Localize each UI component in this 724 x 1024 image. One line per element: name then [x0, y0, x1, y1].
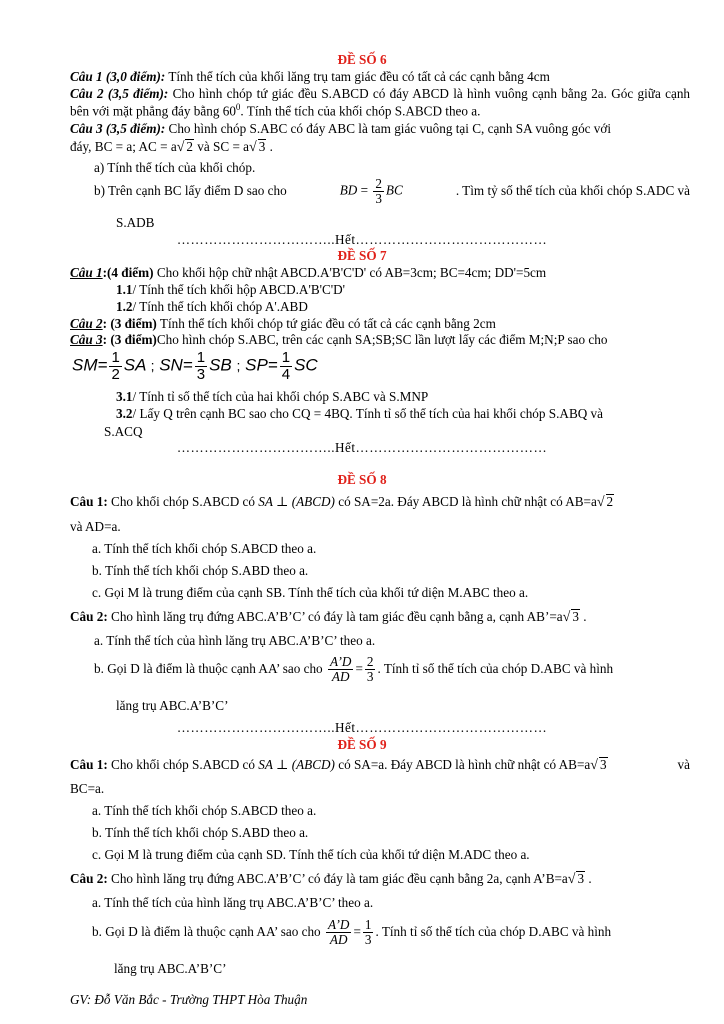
de9-cau1-a: a. Tính thể tích khối chóp S.ABCD theo a.: [92, 803, 317, 818]
de7-cau2-points: : (3 điểm): [102, 316, 157, 331]
de9-cau1-c: c. Gọi M là trung điểm của cạnh SD. Tính thể tích của khối tứ diện M.ADC theo a.: [92, 847, 530, 862]
de9-cau1-root: 3: [599, 757, 607, 772]
de6-cau3-label: Câu 3 (3,5 điểm):: [70, 121, 166, 136]
de9-cau2-b: [92, 918, 611, 947]
de8-cau1-b: b. Tính thể tích khối chóp S.ABD theo a.: [92, 563, 309, 578]
de9-cau2-b-num: A’D: [327, 917, 350, 932]
de9-cau1-label: Câu 1:: [70, 757, 108, 772]
de8-cau2-root: 3: [572, 609, 579, 624]
de8-cau1-cont: và AD=a.: [70, 519, 121, 534]
de6-cau1-text: Tính thể tích của khối lăng trụ tam giác đều có tất cả các cạnh bằng 4cm: [168, 69, 550, 84]
de8-title: ĐỀ SỐ 8: [337, 472, 387, 487]
de7-cau1-label: Câu 1: [70, 265, 103, 280]
de6-cau3-text: Cho hình chóp S.ABC có đáy ABC là tam giác vuông tại C, cạnh SA vuông góc với: [168, 121, 612, 136]
de9-cau1-math: SA ⊥ (ABCD): [258, 757, 335, 772]
de7-f3-lhs: SP=: [245, 355, 278, 375]
de7-cau3-2: [116, 406, 690, 422]
de7-f2-lhs: SN=: [159, 355, 193, 375]
de7-cau1-points: :(4 điểm): [102, 265, 154, 280]
de6-cau2-label: Câu 2 (3,5 điểm):: [70, 86, 169, 101]
de7-cau3-text: Cho hình chóp S.ABC, trên các cạnh SA;SB;SC lần lượt lấy các điểm M;N;P sao cho: [156, 332, 608, 347]
de8-cau2-b-pre: b. Gọi D là điểm là thuộc cạnh AA’ sao cho: [94, 661, 323, 677]
de7-cau1-2-label: 1.2: [116, 299, 133, 314]
footer-author: GV: Đỗ Văn Bắc - Trường THPT Hòa Thuận: [70, 992, 308, 1007]
de7-cau1: [70, 265, 546, 281]
de7-cau3-2-text: / Lấy Q trên cạnh BC sao cho CQ = 4BQ. Tính tỉ số thể tích của hai khối chóp S.ABQ và: [132, 406, 604, 421]
de7-f2-rhs: SB: [209, 355, 232, 375]
de8-cau2-b-cont: lăng trụ ABC.A’B’C’: [116, 698, 229, 713]
de9-cau1: Câu 1: Cho khối chóp S.ABCD có SA ⊥ (ABCD) có SA=a. Đáy ABCD là hình chữ nhật có AB=a√ 3 và: [70, 757, 690, 773]
de6-cau3-line2-c: .: [266, 139, 273, 154]
de9-cau2-b-vnum: 1: [364, 917, 372, 932]
de8-cau2-b-post: . Tính tỉ số thể tích của chóp D.ABC và hình: [377, 661, 614, 677]
de9-cau2-a: a. Tính thể tích của hình lăng trụ ABC.A’B’C’ theo a.: [92, 895, 374, 910]
de7-cau2-text: Tính thể tích khối chóp tứ giác đều có tất cả các cạnh bằng 2cm: [156, 316, 496, 331]
de6-cau3-line2: đáy, BC = a; AC = a√ 2 và SC = a√ 3 .: [70, 139, 273, 155]
de6-end-rule: ……………………………..Hết……………………………………: [176, 232, 548, 247]
de6-cau3-b-den: 3: [375, 190, 382, 206]
de6-cau3-line2-b: và SC = a: [193, 139, 250, 154]
de8-cau1-c: c. Gọi M là trung điểm của cạnh SB. Tính thể tích của khối tứ diện M.ABC theo a.: [92, 585, 529, 600]
de7-f2-den: 3: [196, 365, 206, 383]
de8-cau1: Câu 1: Cho khối chóp S.ABCD có SA ⊥ (ABCD) có SA=2a. Đáy ABCD là hình chữ nhật có AB=a√ 2: [70, 494, 614, 510]
de8-cau2-b: [94, 655, 613, 684]
de9-cau2-end: .: [585, 871, 592, 886]
de9-cau2-b-cont: lăng trụ ABC.A’B’C’: [114, 961, 227, 976]
de7-cau1-2: [116, 299, 308, 315]
de9-cau2-label: Câu 2:: [70, 871, 108, 886]
de7-f1-lhs: SM=: [72, 355, 108, 375]
de7-cau3-1-label: 3.1: [116, 389, 133, 404]
de7-cau3-1: [116, 389, 428, 405]
de8-cau2-end: .: [579, 609, 587, 624]
de6-cau2-text-a: Cho hình chóp tứ giác đều S.ABCD có đáy ABCD là hình vuông cạnh bằng 2a. Góc giữa cạnh bên với mặt phẳng đáy bằng 60: [70, 86, 691, 119]
de9-cau1-b: b. Tính thể tích khối chóp S.ABD theo a.: [92, 825, 309, 840]
de8-cau2-a: a. Tính thể tích của hình lăng trụ ABC.A’B’C’ theo a.: [94, 633, 376, 648]
de7-cau1-2-text: / Tính thể tích khối chóp A'.ABD: [132, 299, 308, 314]
de7-cau1-1-text: / Tính thể tích khối hộp ABCD.A'B'C'D': [132, 282, 346, 297]
de7-cau1-1-label: 1.1: [116, 282, 133, 297]
de6-cau2: [70, 86, 690, 120]
de7-cau3-1-text: / Tính tỉ số thể tích của hai khối chóp S.ABC và S.MNP: [132, 389, 429, 404]
de6-cau2-text-b: . Tính thể tích của khối chóp S.ABCD theo a.: [240, 103, 481, 119]
de7-cau3-label: Câu 3: [70, 332, 103, 347]
de6-cau2-sup: 0: [235, 102, 241, 113]
de6-cau3-line2-a: đáy, BC = a; AC = a: [70, 139, 177, 154]
de9-cau2-b-post: . Tính tỉ số thể tích của chóp D.ABC và hình: [375, 924, 612, 940]
de6-cau3-b: b) Trên cạnh BC lấy điểm D sao cho BD = $\frac{2}{3}$ BC . Tìm tỷ số thể tích của khối chóp S.ADC và: [94, 176, 690, 206]
de9-cau2-b-ratio: [326, 918, 351, 947]
de9-cau1-post: có SA=a. Đáy ABCD là hình chữ nhật có AB=a: [334, 757, 591, 772]
de9-cau2-b-den: AD: [329, 931, 348, 947]
de7-ratio-formula: SM= $\frac{1}{2}$ SA ; SN= $\frac{1}{3}$ SB ; SP= $\frac{1}{4}$ SC: [72, 349, 318, 383]
de9-cau1-pre: Cho khối chóp S.ABCD có: [107, 757, 259, 772]
de8-cau2-b-eq: =: [355, 661, 363, 677]
de6-cau3-b-fraction: [373, 177, 384, 206]
de8-cau1-math: SA ⊥ (ABCD): [258, 494, 335, 509]
de8-cau1-a: a. Tính thể tích khối chóp S.ABCD theo a.: [92, 541, 317, 556]
de8-cau1-root: 2: [606, 494, 614, 509]
de7-cau3-points: : (3 điểm): [102, 332, 157, 347]
de7-f3-rhs: SC: [294, 355, 318, 375]
de6-cau3: [70, 121, 690, 137]
de9-cau1-cont: BC=a.: [70, 781, 105, 796]
de7-f1-rhs: SA: [123, 355, 146, 375]
de7-f1-den: 2: [111, 365, 120, 383]
de8-cau2-b-vnum: 2: [366, 654, 374, 669]
de7-title: ĐỀ SỐ 7: [337, 248, 387, 263]
de6-cau1: [70, 69, 550, 85]
de6-cau3-b-cont: S.ADB: [116, 215, 155, 230]
de6-cau3-b-rhs: BC: [385, 182, 403, 198]
de9-cau1-post2: và: [677, 757, 690, 772]
de6-cau3-b-num: 2: [375, 176, 382, 191]
de9-cau2-text: Cho hình lăng trụ đứng ABC.A’B’C’ có đáy là tam giác đều cạnh bằng 2a, cạnh A’B=a: [107, 871, 568, 886]
de9-cau2: Câu 2: Cho hình lăng trụ đứng ABC.A’B’C’ có đáy là tam giác đều cạnh bằng 2a, cạnh A’B=a√ 3 .: [70, 871, 592, 887]
de9-cau2-b-value: [363, 918, 374, 947]
de7-f2-num: 1: [196, 349, 206, 366]
de6-cau3-b-lhs: BD: [339, 182, 358, 198]
de7-f1-num: 1: [111, 349, 120, 366]
de8-cau1-label: Câu 1:: [70, 494, 108, 509]
de6-cau3-b-pre: b) Trên cạnh BC lấy điểm D sao cho: [94, 183, 287, 199]
de9-title: ĐỀ SỐ 9: [337, 737, 387, 752]
de6-cau3-root2: 3: [258, 139, 266, 154]
de7-cau3-2-cont: S.ACQ: [104, 424, 143, 439]
de8-cau2-text: Cho hình lăng trụ đứng ABC.A’B’C’ có đáy là tam giác đều cạnh bằng a, cạnh AB’=a: [107, 609, 563, 624]
de7-cau2: [70, 316, 496, 332]
de6-cau3-root: 2: [186, 139, 193, 154]
de6-title: ĐỀ SỐ 6: [337, 52, 387, 67]
de7-end-rule: ……………………………..Hết……………………………………: [176, 440, 548, 455]
de6-cau3-b-post: . Tìm tỷ số thể tích của khối chóp S.ADC và: [455, 183, 690, 199]
de8-cau2: Câu 2: Cho hình lăng trụ đứng ABC.A’B’C’ có đáy là tam giác đều cạnh bằng a, cạnh AB’=a√ 3 .: [70, 609, 587, 625]
de8-cau2-b-vden: 3: [366, 668, 374, 684]
de8-cau2-b-den: AD: [331, 668, 350, 684]
de8-cau2-b-value: [365, 655, 376, 684]
de7-cau3: [70, 332, 690, 348]
de7-cau2-label: Câu 2: [70, 316, 103, 331]
de9-cau2-b-eq: =: [353, 924, 361, 940]
de8-cau1-pre: Cho khối chóp S.ABCD có: [107, 494, 259, 509]
de7-cau3-2-label: 3.2: [116, 406, 133, 421]
de9-cau2-b-pre: b. Gọi D là điểm là thuộc cạnh AA’ sao cho: [92, 924, 321, 940]
de8-cau1-post: có SA=2a. Đáy ABCD là hình chữ nhật có AB=a: [334, 494, 597, 509]
de7-cau1-1: [116, 282, 345, 298]
de8-cau2-b-num: A’D: [329, 654, 352, 669]
de9-cau2-b-vden: 3: [364, 931, 372, 947]
de8-end-rule: ……………………………..Hết……………………………………: [176, 720, 548, 735]
de6-cau1-label: Câu 1 (3,0 điểm):: [70, 69, 166, 84]
de7-cau1-text: Cho khối hộp chữ nhật ABCD.A'B'C'D' có AB=3cm; BC=4cm; DD'=5cm: [153, 265, 547, 280]
de8-cau2-b-ratio: [328, 655, 353, 684]
de9-cau2-root: 3: [577, 871, 585, 886]
de7-f3-num: 1: [281, 349, 291, 366]
de7-f3-den: 4: [281, 365, 291, 383]
de6-cau3-a: a) Tính thể tích của khối chóp.: [94, 160, 256, 175]
de8-cau2-label: Câu 2:: [70, 609, 108, 624]
